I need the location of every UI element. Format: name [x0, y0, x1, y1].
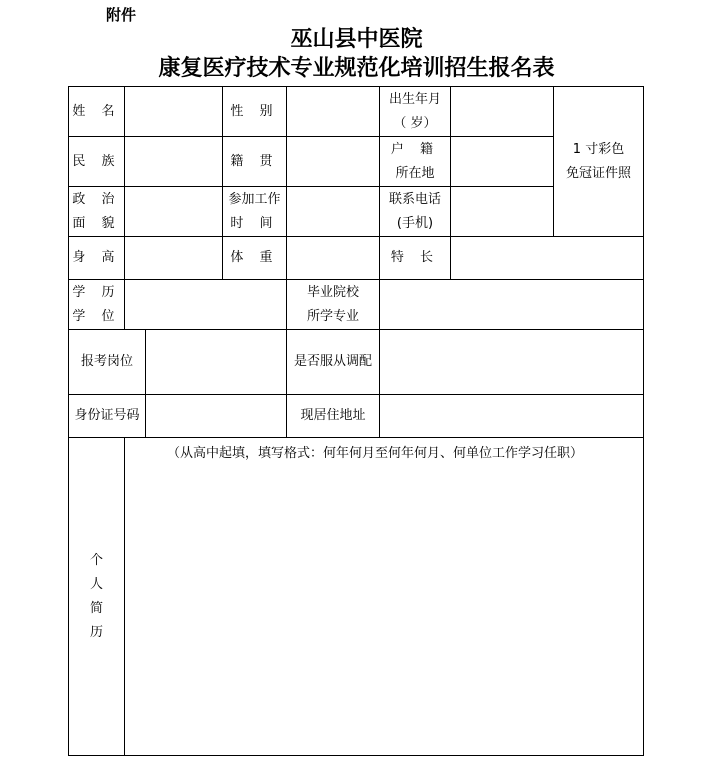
height-input-cell[interactable]: [125, 237, 223, 280]
row-height: [69, 237, 644, 280]
photo-label-line2: 免冠证件照: [565, 165, 631, 181]
work-start-input-cell[interactable]: [287, 187, 380, 237]
birth-label-line1: 出生年月: [388, 91, 441, 107]
address-label-cell: [287, 395, 380, 438]
resume-label-char: 简: [89, 600, 103, 616]
phone-label-cell: [380, 187, 451, 237]
resume-input-cell[interactable]: [125, 438, 644, 756]
political-input-cell[interactable]: [125, 187, 223, 237]
work-start-label-line1: 参加工作: [228, 191, 281, 207]
photo-cell[interactable]: [554, 87, 644, 237]
row-position: [69, 330, 644, 395]
height-label: 身 高: [72, 250, 121, 265]
address-input-cell[interactable]: [380, 395, 644, 438]
gender-label-cell: [223, 87, 287, 137]
school-label-line1: 毕业院校: [306, 284, 359, 300]
id-input-cell[interactable]: [146, 395, 287, 438]
height-label-cell: [69, 237, 125, 280]
political-label-cell: [69, 187, 125, 237]
work-start-label-line2: 时 间: [230, 215, 279, 231]
name-input-cell[interactable]: [125, 87, 223, 137]
weight-label-cell: [223, 237, 287, 280]
specialty-input-cell[interactable]: [451, 237, 644, 280]
form-title-line2: 康复医疗技术专业规范化培训招生报名表: [158, 56, 555, 81]
adjust-input-cell[interactable]: [380, 330, 644, 395]
education-label-line2: 学 位: [72, 308, 121, 324]
id-label-cell: [69, 395, 146, 438]
weight-label: 体 重: [230, 250, 279, 265]
phone-input-cell[interactable]: [451, 187, 554, 237]
position-input-cell[interactable]: [146, 330, 287, 395]
specialty-label: 特 长: [390, 250, 440, 265]
household-label-cell: [380, 137, 451, 187]
weight-input-cell[interactable]: [287, 237, 380, 280]
row-education: [69, 280, 644, 330]
native-place-label: 籍 贯: [230, 153, 279, 169]
work-start-label-cell: [223, 187, 287, 237]
resume-label-char: 个: [89, 552, 103, 568]
resume-label-cell: [69, 438, 125, 756]
attachment-label: 附件: [106, 6, 137, 24]
ethnicity-input-cell[interactable]: [125, 137, 223, 187]
household-label-line2: 所在地: [395, 165, 435, 181]
gender-input-cell[interactable]: [287, 87, 380, 137]
resume-label-char: 人: [89, 576, 103, 592]
education-input-cell[interactable]: [125, 280, 287, 330]
resume-label-char: 历: [89, 624, 103, 640]
row-name: [69, 87, 644, 137]
education-label-line1: 学 历: [72, 284, 121, 300]
address-label: 现居住地址: [300, 408, 366, 423]
adjust-label-cell: [287, 330, 380, 395]
school-input-cell[interactable]: [380, 280, 644, 330]
household-label-line1: 户 籍: [390, 141, 440, 157]
specialty-label-cell: [380, 237, 451, 280]
adjust-label: 是否服从调配: [293, 354, 372, 369]
phone-label-line2: (手机): [396, 215, 434, 231]
position-label: 报考岗位: [80, 354, 133, 369]
ethnicity-label-cell: [69, 137, 125, 187]
row-id: [69, 395, 644, 438]
birth-label-line2: （ 岁）: [393, 115, 437, 131]
id-label: 身份证号码: [74, 408, 140, 423]
phone-label-line1: 联系电话: [388, 191, 441, 207]
gender-label: 性 别: [230, 103, 279, 119]
native-place-input-cell[interactable]: [287, 137, 380, 187]
household-input-cell[interactable]: [451, 137, 554, 187]
birth-label-cell: [380, 87, 451, 137]
row-resume: [69, 438, 644, 756]
name-label: 姓 名: [72, 103, 121, 119]
political-label-line1: 政 治: [72, 191, 121, 207]
school-label-cell: [287, 280, 380, 330]
native-place-label-cell: [223, 137, 287, 187]
form-title-line1: 巫山县中医院: [290, 27, 423, 52]
ethnicity-label: 民 族: [72, 153, 121, 169]
education-label-cell: [69, 280, 125, 330]
birth-input-cell[interactable]: [451, 87, 554, 137]
name-label-cell: [69, 87, 125, 137]
photo-label-line1: 1 寸彩色: [572, 141, 625, 157]
position-label-cell: [69, 330, 146, 395]
registration-form: [68, 86, 644, 756]
political-label-line2: 面 貌: [72, 215, 121, 231]
registration-table: [68, 86, 644, 756]
resume-note: （从高中起填，填写格式：何年何月至何年何月、何单位工作学习任职）: [167, 446, 584, 461]
school-label-line2: 所学专业: [306, 308, 359, 324]
